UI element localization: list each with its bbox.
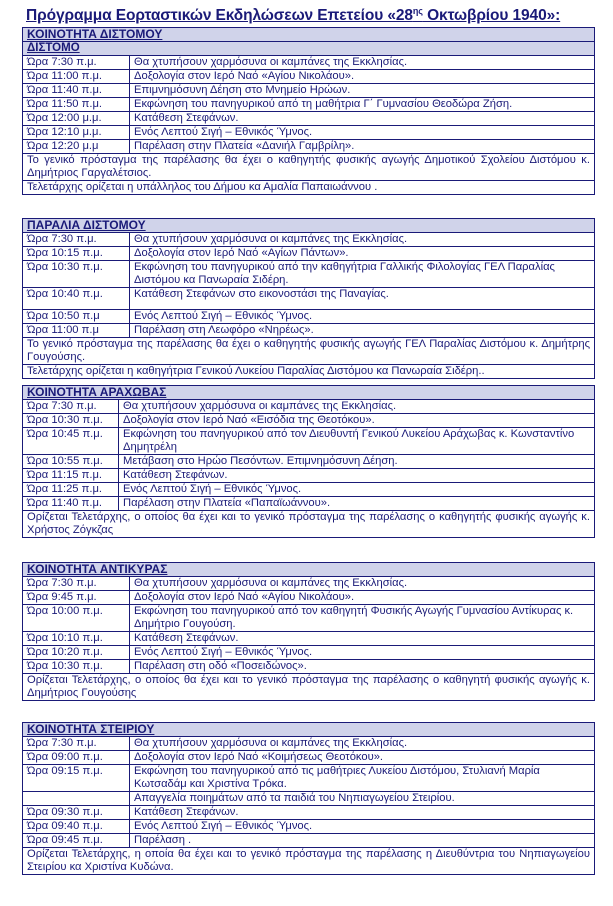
- table-row: [23, 577, 595, 591]
- time-cell: Ώρα 09:45 π.μ.: [23, 834, 130, 848]
- table-row: [23, 834, 595, 848]
- section-header: ΚΟΙΝΟΤΗΤΑ ΔΙΣΤΟΜΟΥ: [23, 28, 595, 42]
- section-note: Ορίζεται Τελετάρχης, ο οποίος θα έχει και το γενικό πρόσταγμα της παρέλασης ο καθηγητής φυσικής αγωγής κ. Χρήστος Ζόγκζας: [23, 511, 595, 538]
- event-cell: Κατάθεση Στεφάνων στο εικονοστάσι της Παναγίας.: [130, 288, 595, 310]
- event-cell: Θα χτυπήσουν χαρμόσυνα οι καμπάνες της Εκκλησίας.: [130, 233, 595, 247]
- time-cell: Ώρα 7:30 π.μ.: [23, 737, 130, 751]
- time-cell: Ώρα 10:55 π.μ.: [23, 455, 119, 469]
- event-cell: Ενός Λεπτού Σιγή – Εθνικός Ύμνος.: [119, 483, 595, 497]
- section-note: Ορίζεται Τελετάρχης, ο οποίος θα έχει και το γενικό πρόσταγμα της παρέλασης ο καθηγητή φυσικής αγωγής κ. Δημήτριος Γουγούσης: [23, 674, 595, 701]
- event-cell: Θα χτυπήσουν χαρμόσυνα οι καμπάνες της Εκκλησίας.: [130, 737, 595, 751]
- table-row: [23, 765, 595, 792]
- table-row: [23, 84, 595, 98]
- section-antikyra: [22, 562, 595, 701]
- time-cell: [23, 792, 130, 806]
- event-cell: Δοξολογία στον Ιερό Ναό «Κοιμήσεως Θεοτόκου».: [130, 751, 595, 765]
- section-note: Το γενικό πρόσταγμα της παρέλασης θα έχει ο καθηγητής φυσικής αγωγής Δημοτικού Σχολείου Διστόμου κ. Δημήτριος Γαργαλέτσιος.: [23, 154, 595, 181]
- table-row: [23, 400, 595, 414]
- event-cell: Δοξολογία στον Ιερό Ναό «Αγίου Νικολάου».: [130, 70, 595, 84]
- section-header: ΚΟΙΝΟΤΗΤΑ ΑΝΤΙΚΥΡΑΣ: [23, 563, 595, 577]
- event-cell: Ενός Λεπτού Σιγή – Εθνικός Ύμνος.: [130, 126, 595, 140]
- time-cell: Ώρα 11:50 π.μ.: [23, 98, 130, 112]
- table-row: [23, 737, 595, 751]
- time-cell: Ώρα 10:30 π.μ.: [23, 660, 130, 674]
- time-cell: Ώρα 12:20 μ.μ: [23, 140, 130, 154]
- table-row: [23, 428, 595, 455]
- time-cell: Ώρα 11:40 π.μ.: [23, 84, 130, 98]
- section-arachova: [22, 385, 595, 538]
- time-cell: Ώρα 11:40 π.μ.: [23, 497, 119, 511]
- time-cell: Ώρα 10:00 π.μ.: [23, 605, 130, 632]
- table-row: [23, 792, 595, 806]
- event-cell: Ενός Λεπτού Σιγή – Εθνικός Ύμνος.: [130, 646, 595, 660]
- time-cell: Ώρα 9:45 π.μ.: [23, 591, 130, 605]
- section-note: Τελετάρχης ορίζεται η υπάλληλος του Δήμου κα Αμαλία Παπαιωάννου .: [23, 181, 595, 195]
- table-row: [23, 324, 595, 338]
- time-cell: Ώρα 11:00 π.μ: [23, 324, 130, 338]
- time-cell: Ώρα 10:45 π.μ.: [23, 428, 119, 455]
- event-cell: Μετάβαση στο Ηρώο Πεσόντων. Επιμνημόσυνη Δέηση.: [119, 455, 595, 469]
- section-header: ΠΑΡΑΛΙΑ ΔΙΣΤΟΜΟΥ: [23, 219, 595, 233]
- event-cell: Παρέλαση στη Λεωφόρο «Νηρέως».: [130, 324, 595, 338]
- table-row: [23, 751, 595, 765]
- table-row: [23, 632, 595, 646]
- section-note: Το γενικό πρόσταγμα της παρέλασης θα έχει ο καθηγητής φυσικής αγωγής ΓΕΛ Παραλίας Διστόμου κ. Δημήτρης Γουγούσης.: [23, 338, 595, 365]
- table-row: [23, 820, 595, 834]
- table-row: [23, 70, 595, 84]
- event-cell: Ενός Λεπτού Σιγή – Εθνικός Ύμνος.: [130, 820, 595, 834]
- section-paralia-distomou: [22, 218, 595, 379]
- time-cell: Ώρα 12:10 μ.μ.: [23, 126, 130, 140]
- table-row: [23, 605, 595, 632]
- table-row: [23, 310, 595, 324]
- table-row: [23, 455, 595, 469]
- table-row: [23, 469, 595, 483]
- time-cell: Ώρα 10:40 π.μ.: [23, 288, 130, 310]
- event-cell: Εκφώνηση του πανηγυρικού από τον καθηγητή Φυσικής Αγωγής Γυμνασίου Αντίκυρας κ. Δημήτριο Γουγούση.: [130, 605, 595, 632]
- table-row: [23, 806, 595, 820]
- table-row: [23, 98, 595, 112]
- event-cell: Παρέλαση στην Πλατεία «Παπαϊωάννου».: [119, 497, 595, 511]
- table-row: [23, 414, 595, 428]
- event-cell: Θα χτυπήσουν χαρμόσυνα οι καμπάνες της Εκκλησίας.: [130, 577, 595, 591]
- time-cell: Ώρα 09:15 π.μ.: [23, 765, 130, 792]
- event-cell: Δοξολογία στον Ιερό Ναό «Αγίων Πάντων».: [130, 247, 595, 261]
- table-row: [23, 56, 595, 70]
- event-cell: Εκφώνηση του πανηγυρικού από την καθηγήτρια Γαλλικής Φιλολογίας ΓΕΛ Παραλίας Διστόμου κα Πανωραία Σιδέρη.: [130, 261, 595, 288]
- event-cell: Κατάθεση Στεφάνων.: [130, 632, 595, 646]
- section-header: ΚΟΙΝΟΤΗΤΑ ΣΤΕΙΡΙΟΥ: [23, 723, 595, 737]
- time-cell: Ώρα 7:30 π.μ.: [23, 400, 119, 414]
- event-cell: Εκφώνηση του πανηγυρικού από τη μαθήτρια Γ΄ Γυμνασίου Θεοδώρα Ζήση.: [130, 98, 595, 112]
- time-cell: Ώρα 10:50 π.μ: [23, 310, 130, 324]
- table-row: [23, 261, 595, 288]
- time-cell: Ώρα 10:30 π.μ.: [23, 261, 130, 288]
- time-cell: Ώρα 10:20 π.μ.: [23, 646, 130, 660]
- table-row: [23, 247, 595, 261]
- time-cell: Ώρα 10:30 π.μ.: [23, 414, 119, 428]
- table-row: [23, 497, 595, 511]
- time-cell: Ώρα 11:15 π.μ.: [23, 469, 119, 483]
- time-cell: Ώρα 7:30 π.μ.: [23, 56, 130, 70]
- time-cell: Ώρα 09:00 π.μ.: [23, 751, 130, 765]
- event-cell: Εκφώνηση του πανηγυρικού από τις μαθήτριες Λυκείου Διστόμου, Στυλιανή Μαρία Κωτσαδάμ και Χριστίνα Τρόκα.: [130, 765, 595, 792]
- event-cell: Παρέλαση .: [130, 834, 595, 848]
- time-cell: Ώρα 7:30 π.μ.: [23, 577, 130, 591]
- time-cell: Ώρα 10:10 π.μ.: [23, 632, 130, 646]
- table-row: [23, 483, 595, 497]
- section-subheader: ΔΙΣΤΟΜΟ: [23, 42, 595, 56]
- event-cell: Θα χτυπήσουν χαρμόσυνα οι καμπάνες της Εκκλησίας.: [130, 56, 595, 70]
- table-row: [23, 140, 595, 154]
- time-cell: Ώρα 09:30 π.μ.: [23, 806, 130, 820]
- event-cell: Παρέλαση στη οδό «Ποσειδώνος».: [130, 660, 595, 674]
- event-cell: Κατάθεση Στεφάνων.: [119, 469, 595, 483]
- table-row: [23, 126, 595, 140]
- time-cell: Ώρα 11:00 π.μ.: [23, 70, 130, 84]
- section-note: Ορίζεται Τελετάρχης, η οποία θα έχει και το γενικό πρόσταγμα της παρέλασης η Διευθύντρια του Νηπιαγωγείου Στειρίου κα Χριστίνα Κυδώνα.: [23, 848, 595, 875]
- event-cell: Δοξολογία στον Ιερό Ναό «Εισόδια της Θεοτόκου».: [119, 414, 595, 428]
- event-cell: Κατάθεση Στεφάνων.: [130, 806, 595, 820]
- table-row: [23, 660, 595, 674]
- time-cell: Ώρα 11:25 π.μ.: [23, 483, 119, 497]
- section-note: Τελετάρχης ορίζεται η καθηγήτρια Γενικού Λυκείου Παραλίας Διστόμου κα Πανωραία Σιδέρη..: [23, 365, 595, 379]
- page-title: Πρόγραμμα Εορταστικών Εκδηλώσεων Επετείου «$28^{\eta\varsigma}$ Οκτωβρίου 1940»:: [26, 6, 561, 25]
- event-cell: Απαγγελία ποιημάτων από τα παιδιά του Νηπιαγωγείου Στειρίου.: [130, 792, 595, 806]
- event-cell: Θα χτυπήσουν χαρμόσυνα οι καμπάνες της Εκκλησίας.: [119, 400, 595, 414]
- table-row: [23, 233, 595, 247]
- section-steiri: [22, 722, 595, 875]
- table-row: [23, 591, 595, 605]
- table-row: [23, 646, 595, 660]
- time-cell: Ώρα 12:00 μ.μ.: [23, 112, 130, 126]
- event-cell: Κατάθεση Στεφάνων.: [130, 112, 595, 126]
- time-cell: Ώρα 10:15 π.μ.: [23, 247, 130, 261]
- time-cell: Ώρα 09:40 π.μ.: [23, 820, 130, 834]
- event-cell: Παρέλαση στην Πλατεία «Δανιήλ Γαμβρίλη».: [130, 140, 595, 154]
- table-row: [23, 288, 595, 310]
- table-row: [23, 112, 595, 126]
- time-cell: Ώρα 7:30 π.μ.: [23, 233, 130, 247]
- section-distomo: [22, 27, 595, 195]
- event-cell: Ενός Λεπτού Σιγή – Εθνικός Ύμνος.: [130, 310, 595, 324]
- event-cell: Δοξολογία στον Ιερό Ναό «Αγίου Νικολάου».: [130, 591, 595, 605]
- section-header: ΚΟΙΝΟΤΗΤΑ ΑΡΑΧΩΒΑΣ: [23, 386, 595, 400]
- event-cell: Επιμνημόσυνη Δέηση στο Μνημείο Ηρώων.: [130, 84, 595, 98]
- event-cell: Εκφώνηση του πανηγυρικού από τον Διευθυντή Γενικού Λυκείου Αράχωβας κ. Κωνσταντίνο Δημητρέλη: [119, 428, 595, 455]
